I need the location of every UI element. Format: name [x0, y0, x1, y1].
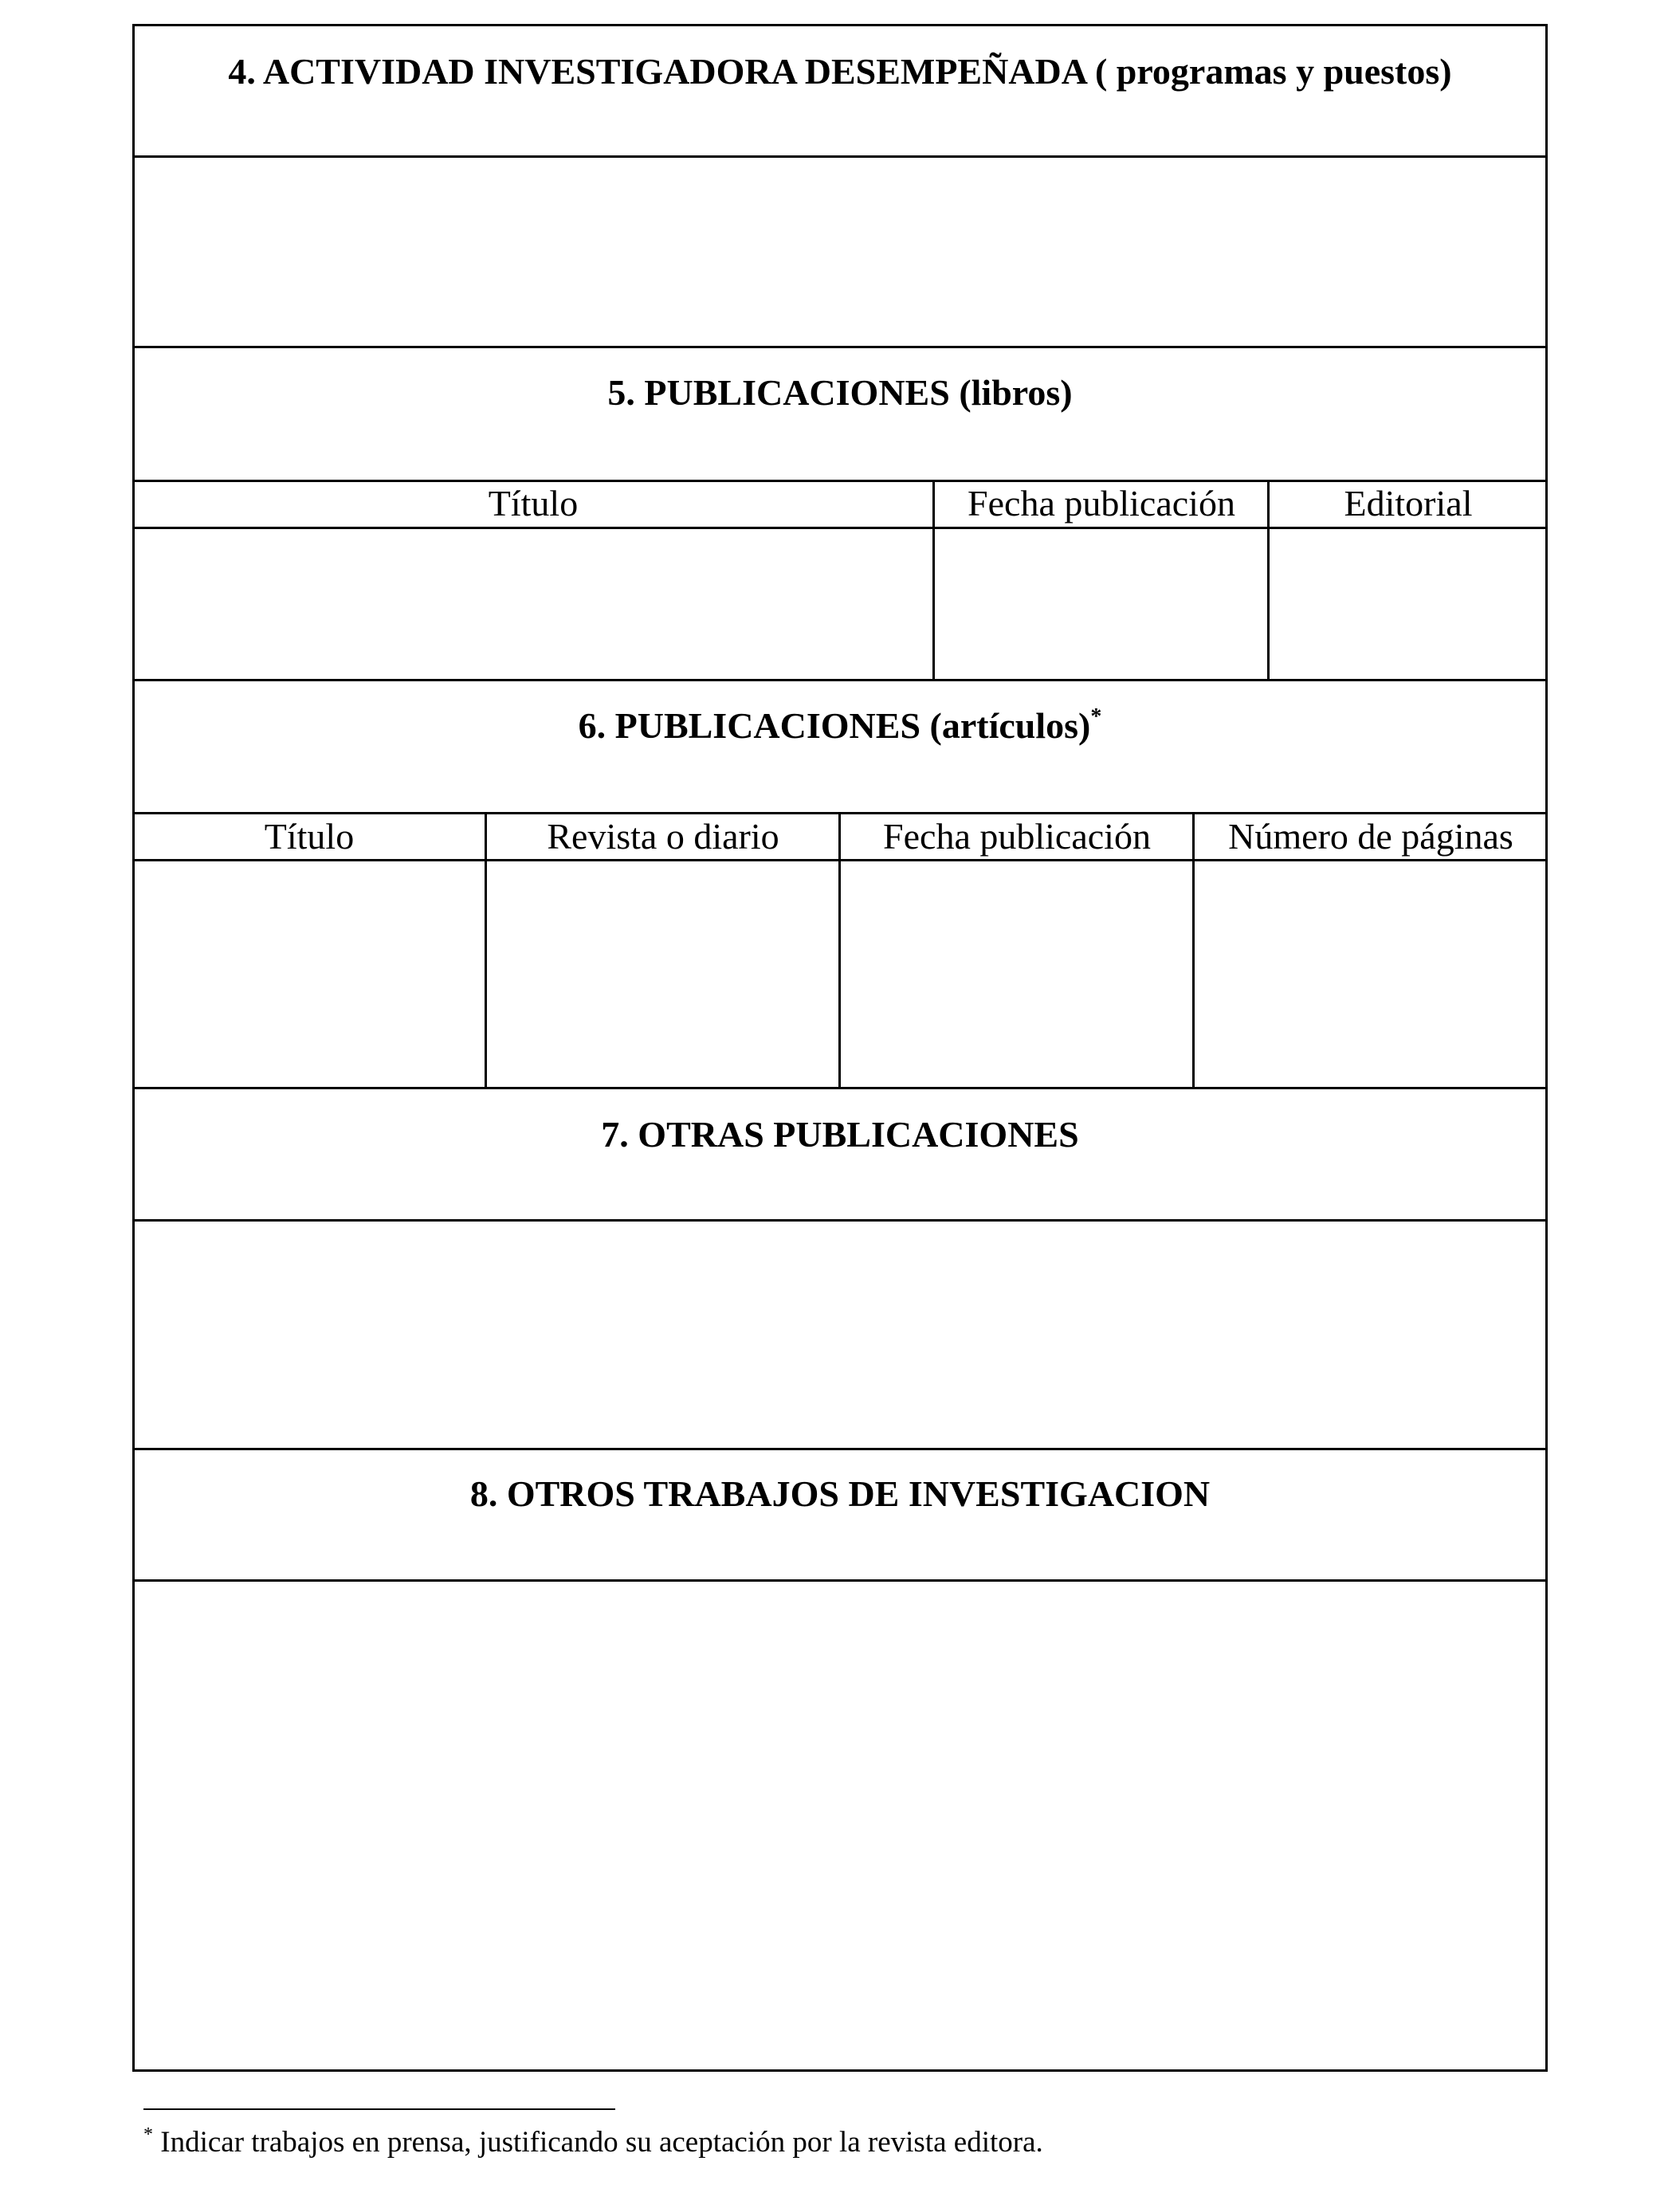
section-4-field[interactable] [135, 158, 1545, 347]
section-7-field[interactable] [135, 1222, 1545, 1448]
column-divider [485, 812, 487, 1088]
books-cell-date[interactable] [935, 529, 1266, 679]
books-cell-title[interactable] [135, 529, 932, 679]
books-cell-publisher[interactable] [1270, 529, 1545, 679]
divider [132, 1087, 1548, 1089]
section-6-title [132, 704, 1548, 748]
books-col-publisher: Editorial [1344, 483, 1473, 524]
divider [132, 346, 1548, 348]
articles-col-pages: Número de páginas [1228, 816, 1513, 857]
section-8-title: 8. OTROS TRABAJOS DE INVESTIGACION [469, 1473, 1211, 1514]
footnote [143, 2123, 1043, 2163]
articles-col-date: Fecha publicación [883, 816, 1151, 857]
footnote-text: Indicar trabajos en prensa, justificando su aceptación por la revista editora. [153, 2126, 1043, 2159]
articles-col-journal: Revista o diario [547, 816, 779, 857]
footnote-rule [143, 2108, 615, 2110]
divider [132, 1448, 1548, 1450]
section-4-title: 4. ACTIVIDAD INVESTIGADORA DESEMPEÑADA ( programas y puestos) [228, 51, 1452, 92]
section-8-field[interactable] [135, 1582, 1545, 2069]
section-6-title-text: 6. PUBLICACIONES (artículos) [578, 705, 1091, 746]
articles-cell-pages[interactable] [1195, 861, 1545, 1086]
footnote-marker: * [143, 2124, 153, 2145]
articles-col-title: Título [264, 816, 355, 857]
section-7-title: 7. OTRAS PUBLICACIONES [601, 1114, 1079, 1155]
column-divider [1192, 812, 1195, 1088]
divider [132, 679, 1548, 681]
footnote-marker: * [1090, 704, 1102, 729]
articles-cell-journal[interactable] [488, 861, 837, 1086]
section-5-title: 5. PUBLICACIONES (libros) [607, 372, 1073, 413]
articles-cell-date[interactable] [842, 861, 1191, 1086]
books-col-title: Título [488, 483, 579, 524]
books-col-date: Fecha publicación [968, 483, 1235, 524]
column-divider [838, 812, 841, 1088]
articles-cell-title[interactable] [135, 861, 484, 1086]
